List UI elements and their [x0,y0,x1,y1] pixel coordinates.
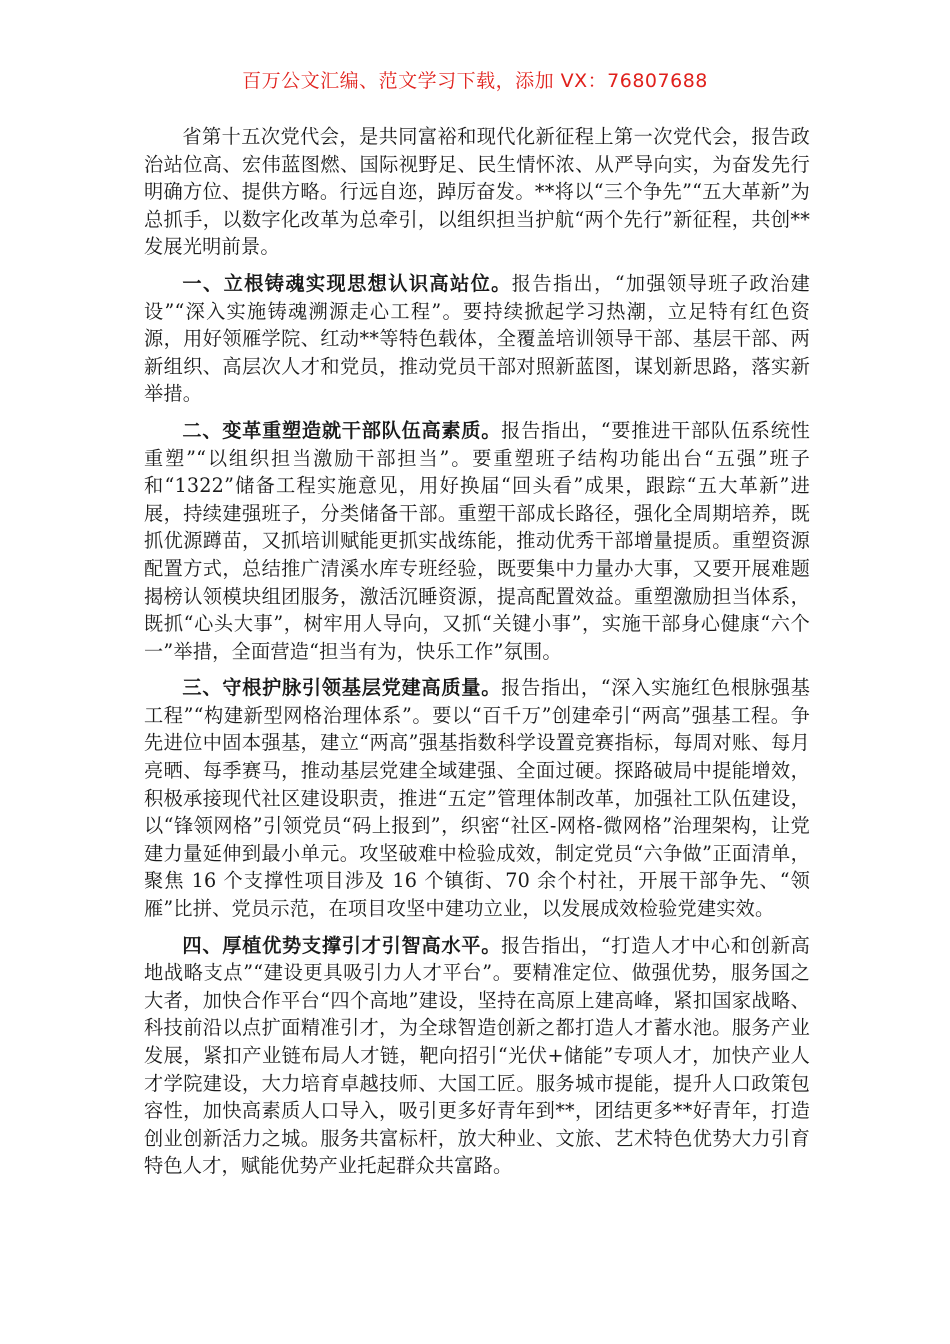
section-heading: 四、厚植优势支撑引才引智高水平。 [182,933,502,957]
paragraph-section-4 [144,932,810,1180]
document-body [144,123,810,1189]
page-header-banner: 百万公文汇编、范文学习下载，添加 VX：76807688 [242,70,708,92]
paragraph-intro [144,123,810,261]
paragraph-text: 报告指出，“加强领导班子政治建设”“深入实施铸魂溯源走心工程”。要持续掀起学习热潮，立足特有红色资源，用好领雁学院、红动**等特色载体，全覆盖培训领导干部、基层干部、两新组织、高层次人才和党员，推动党员干部对照新蓝图，谋划新思路，落实新举措。 [144,271,811,406]
paragraph-text: 报告指出，“要推进干部队伍系统性重塑”“以组织担当激励干部担当”。要重塑班子结构功能出台“五强”班子和“1322”储备工程实施意见，用好换届“回头看”成果，跟踪“五大革新”进展，持续建强班子，分类储备干部。重塑干部成长路径，强化全周期培养，既抓优源蹲苗，又抓培训赋能更抓实战练能，推动优秀干部增量提质。重塑资源配置方式，总结推广清溪水库专班经验，既要集中力量办大事，又要开展难题揭榜认领模块组团服务，激活沉睡资源，提高配置效益。重塑激励担当体系，既抓“心头大事”，树牢用人导向，又抓“关键小事”，实施干部身心健康“六个一”举措，全面营造“担当有为，快乐工作”氛围。 [144,418,810,663]
paragraph-section-3 [144,674,810,922]
paragraph-text: 报告指出，“深入实施红色根脉强基工程”“构建新型网格治理体系”。要以“百千万”创建牵引“两高”强基工程。争先进位中固本强基，建立“两高”强基指数科学设置竞赛指标，每周对账、每月亮晒、每季赛马，推动基层党建全域建强、全面过硬。探路破局中提能增效，积极承接现代社区建设职责，推进“五定”管理体制改革，加强社工队伍建设，以“锋领网格”引领党员“码上报到”，织密“社区-网格-微网格”治理架构，让党建力量延伸到最小单元。攻坚破难中检验成效，制定党员“六争做”正面清单，聚焦 16 个支撑性项目涉及 16 个镇街、70 余个村社，开展干部争先、“领雁”比拼、党员示范，在项目攻坚中建功立业，以发展成效检验党建实效。 [144,676,810,921]
paragraph-section-2 [144,417,810,665]
paragraph-section-1 [144,270,810,408]
section-heading: 三、守根护脉引领基层党建高质量。 [182,676,502,700]
section-heading: 二、变革重塑造就干部队伍高素质。 [182,418,502,442]
section-heading: 一、立根铸魂实现思想认识高站位。 [182,271,512,295]
paragraph-text: 省第十五次党代会，是共同富裕和现代化新征程上第一次党代会，报告政治站位高、宏伟蓝图燃、国际视野足、民生情怀浓、从严导向实，为奋发先行明确方位、提供方略。行远自迩，踔厉奋发。**将以“三个争先”“五大革新”为总抓手，以数字化改革为总牵引，以组织担当护航“两个先行”新征程，共创**发展光明前景。 [144,125,810,259]
paragraph-text: 报告指出，“打造人才中心和创新高地战略支点”“建设更具吸引力人才平台”。要精准定位、做强优势，服务国之大者，加快合作平台“四个高地”建设，坚持在高原上建高峰，紧扣国家战略、科技前沿以点扩面精准引才，为全球智造创新之都打造人才蓄水池。服务产业发展，紧扣产业链布局人才链，靶向招引“光伏+储能”专项人才，加快产业人才学院建设，大力培育卓越技师、大国工匠。服务城市提能，提升人口政策包容性，加快高素质人口导入，吸引更多好青年到**，团结更多**好青年，打造创业创新活力之城。服务共富标杆，放大种业、文旅、艺术特色优势大力引育特色人才，赋能优势产业托起群众共富路。 [144,933,810,1178]
